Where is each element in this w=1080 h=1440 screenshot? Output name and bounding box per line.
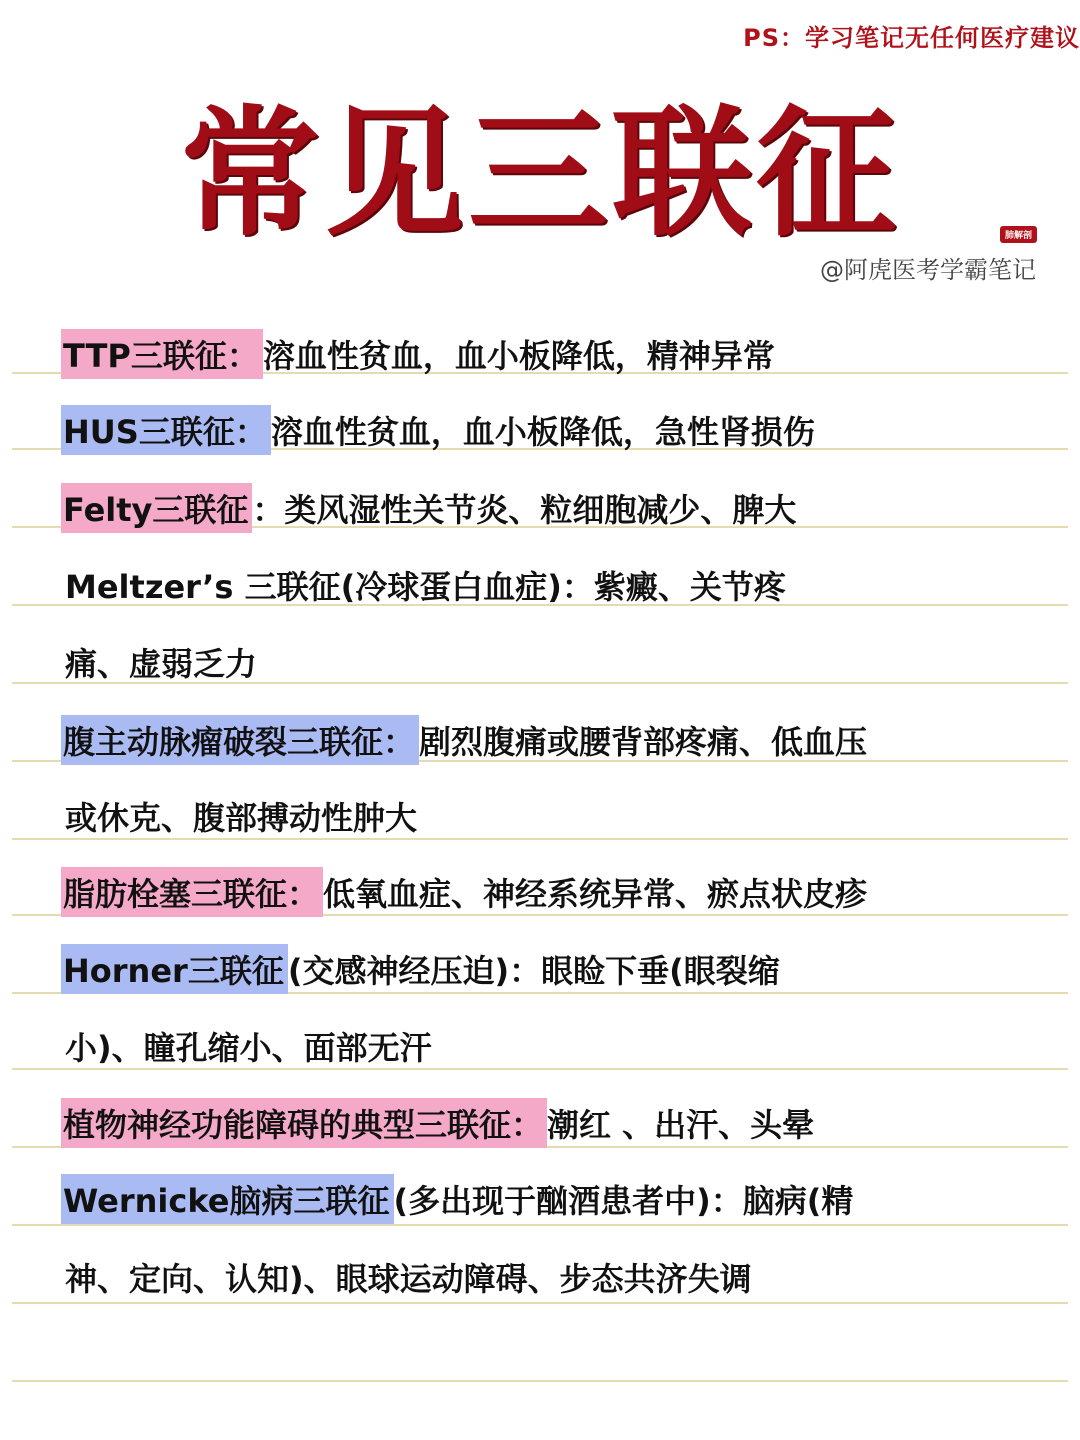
entry-name: Wernicke脑病三联征 xyxy=(61,1174,394,1224)
entry-meltzer-continuation xyxy=(65,634,1055,690)
entry-aortic-rupture-continuation xyxy=(65,788,1055,844)
entry-continuation: 痛、虚弱乏力 xyxy=(65,645,258,683)
entry-text: ：类风湿性关节炎、粒细胞减少、脾大 xyxy=(252,491,797,529)
entry-text: (多出现于酗酒患者中)：脑病(精 xyxy=(393,1182,854,1220)
entry-wernicke xyxy=(65,1171,1055,1227)
ruled-line xyxy=(12,1380,1068,1382)
page-title: 常见三联征 xyxy=(179,93,900,256)
entry-text: 低氧血症、神经系统异常、瘀点状皮疹 xyxy=(323,875,868,913)
entry-wernicke-continuation xyxy=(65,1249,1055,1305)
entry-text: (交感神经压迫)：眼睑下垂(眼裂缩 xyxy=(287,952,780,990)
entry-name: Felty三联征 xyxy=(61,483,252,533)
entry-aortic-rupture xyxy=(65,712,1055,768)
author-handle: @阿虎医考学霸笔记 xyxy=(820,256,1036,284)
entry-text: 剧烈腹痛或腰背部疼痛、低血压 xyxy=(419,723,868,761)
entry-meltzer xyxy=(65,557,1055,613)
entry-autonomic xyxy=(65,1095,1055,1151)
entry-name: 腹主动脉瘤破裂三联征： xyxy=(61,715,419,765)
entry-felty xyxy=(65,480,1055,536)
entry-name: Horner三联征 xyxy=(61,944,288,994)
entry-name: HUS三联征： xyxy=(61,405,271,455)
entry-fat-embolism xyxy=(65,864,1055,920)
entry-name: 植物神经功能障碍的典型三联征： xyxy=(61,1098,547,1148)
entry-name: 脂肪栓塞三联征： xyxy=(61,867,323,917)
entry-ttp xyxy=(65,326,1055,382)
entry-text: 溶血性贫血，血小板降低，精神异常 xyxy=(262,337,775,375)
entry-text: 潮红 、出汗、头晕 xyxy=(547,1106,815,1144)
source-badge: 肺解剖 xyxy=(1000,226,1037,243)
entry-hus xyxy=(65,402,1055,458)
entry-name: Meltzer’s 三联征(冷球蛋白血症)：紫癜、关节疼 xyxy=(65,568,786,606)
entry-text: 溶血性贫血，血小板降低，急性肾损伤 xyxy=(270,413,815,451)
disclaimer-text: PS：学习笔记无任何医疗建议 xyxy=(743,24,1080,52)
entry-name: TTP三联征： xyxy=(61,329,263,379)
entry-continuation: 小)、瞳孔缩小、面部无汗 xyxy=(65,1029,432,1067)
entry-continuation: 或休克、腹部搏动性肿大 xyxy=(65,799,418,837)
entry-continuation: 神、定向、认知)、眼球运动障碍、步态共济失调 xyxy=(65,1260,752,1298)
entry-horner-continuation xyxy=(65,1018,1055,1074)
entry-horner xyxy=(65,941,1055,997)
